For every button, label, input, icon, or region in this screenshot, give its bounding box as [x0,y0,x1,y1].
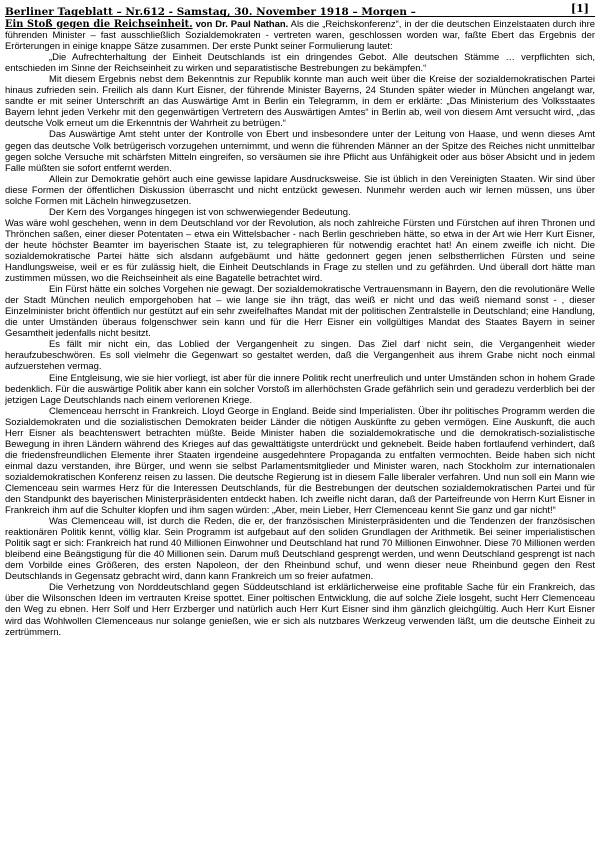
paragraph: Was wäre wohl geschehen, wenn in dem Deutschland vor der Revolution, als noch zahlreiche Fürsten und Fürstchen auf ihren Thronen und Thrönchen saßen, einer dieser Potentaten – etwa ein Wittelsbacher - nach Berlin geschrieben hätte, so etwa in der Art wie Herr Kurt Eisner, der heute höchster Beamter im bayerischen Staate ist, zu telegraphieren für notwendig erachtet hat! An einem zweifle ich nicht. Die sozialdemokratische Partei hätte sich alsdann aufgebäumt und hätte gedonnert gegen jenen selbstherrlichen Fürsten und seine Handlungsweise, weil er es für zulässig hielt, die Einheit Deutschlands in Frage zu stellen und zu gefährden. Und überall dort hätte man zustimmen müssen, wo die Reichseinheit als eine Bagatelle betrachtet wird. [5,217,595,285]
paragraph: Es fällt mir nicht ein, das Loblied der Vergangenheit zu singen. Das Ziel darf nicht sein, die Vergangenheit wieder heraufzubeschwören. Es soll vielmehr die Gegenwart so gestaltet werden, daß die Vergangenheit aus ihrem Grabe nicht noch einmal aufzuerstehen vermag. [5,339,595,373]
paragraph: Die Verhetzung von Norddeutschland gegen Süddeutschland ist erklärlicherweise eine profitable Sache für ein Frankreich, das über die Wilsonschen Ideen im vertrauten Kreise spottet. Einer poltischen Entwicklung, die auf solche Ziele losgeht, sucht Herr Clemenceau den Weg zu ebnen. Herr Solf und Herr Erzberger und natürlich auch Herr Kurt Eisner sind ihm gänzlich gleichgültig. Auch Herr Kurt Eisner wird das Wohlwollen Clemenceaus nur solange genießen, wie er sich als nutzbares Werkzeug verwenden läßt, um die deutsche Einheit zu zertrümmern. [5,582,595,638]
page-number: [1] [570,2,589,15]
paragraph: Das Auswärtige Amt steht unter der Kontrolle von Ebert und insbesondere unter der Leitung von Haase, und wenn dieses Amt gegen das deutsche Volk betrügerisch vorzugehen unternimmt, und wenn die führenden Männer an der Spitze des Reiches nicht unmittelbar gegen solche Versuche mit schärfsten Mitteln eingreifen, so versäumen sie ihre Pflicht aus Unfähigkeit oder aus böser Absicht und in jedem Falle müßten sie sofort entfernt werden. [5,129,595,174]
paragraph: Eine Entgleisung, wie sie hier vorliegt, ist aber für die innere Politik recht unerfreulich und unter Umständen schon in hohem Grade bedenklich. Für die auswärtige Politik aber kann ein solcher Vorstoß im allerhöchsten Grade gefährlich sein und geradezu verderblich bei der jetzigen Lage Deutschlands nach einem verlorenen Kriege. [5,372,595,406]
article-body [5,19,595,638]
newspaper-page [5,2,595,844]
article-headline: Ein Stoß gegen die Reichseinheit. [5,19,193,30]
masthead-title: Berliner Tageblatt – Nr.612 - Samstag, 30. November 1918 – Morgen – [5,6,416,18]
lead-text: Als die „Reichskonferenz“, in der die deutschen Einzelstaaten durch ihre führenden Minister – fast ausschließlich Sozialdemokraten - vertreten waren, geschlossen worden war, faßte Ebert das Ergebnis der Erörterungen in einige knappe Sätze zusammen. Der erste Punkt seiner Formulierung lautet: [5,19,595,53]
lead-paragraph [5,19,595,52]
paragraph: Der Kern des Vorganges hingegen ist von schwerwiegender Bedeutung. [49,206,351,218]
paragraph: Mit diesem Ergebnis nebst dem Bekenntnis zur Republik konnte man auch weit über die Kreise der sozialdemokratischen Partei hinaus zufrieden sein. Freilich als dann Kurt Eisner, der führende Minister Bayerns, 24 Stunden später wieder in München angelangt war, sandte er mit seiner Unterschrift an das Auswärtige Amt in Berlin ein Telegramm, in dem er erklärte: „Das Ministerium des Volksstaates Bayern lehnt jeden Verkehr mit den gegenwärtigen Vertretern des Auswärtigen Amtes“ in Berlin ab, weil von diesem Amt versucht wird, „das deutsche Volk erneut um die Erkenntnis der Wahrheit zu betrügen.“ [5,74,595,130]
paragraph: „Die Aufrechterhaltung der Einheit Deutschlands ist ein dringendes Gebot. Alle deutschen Stämme … verpflichten sich, entschieden im Sinne der Reichseinheit zu wirken und separatistische Bestrebungen zu bekämpfen.“ [5,52,595,75]
page-header [5,2,595,18]
paragraph: Allein zur Demokratie gehört auch eine gewisse lapidare Ausdrucksweise. Sie ist üblich in den Vereinigten Staaten. Wir sind über diese Formen der öffentlichen Diskussion überrascht und nicht entzückt gewesen. Nunmehr werden auch wir lernen müssen, uns über solche Formen mit Lächeln hinwegzusetzen. [5,173,595,207]
header-rule [5,16,595,17]
paragraph: Clemenceau herrscht in Frankreich. Lloyd George in England. Beide sind Imperialisten. Über ihr politisches Programm werden die Sozialdemokraten und die sozialistischen Demokraten beider Länder die nötigen Auskünfte zu geben vermögen. Eine Auskunft, die auch Herr Eisner als beachtenswert betrachten müßte. Beide Minister haben die sozialdemokratische und die demokratisch-sozialistische Bewegung in ihren Ländern während des Krieges auf das gewalttätigste unterdrückt und geknebelt. Beide haben fortlaufend verhindert, daß die friedensfreundlichen Elemente ihrer Staaten irgendeine ausgedehntere Propaganda zu entfalten vermochten. Beide haben sich nicht einmal dazu verstanden, ihre Bürger, und wenn sie selbst Parlamentsmitglieder und Minister waren, nach Stockholm zur internationalen sozialdemokratischen Konferenz reisen zu lassen. Die deutsche Regierung ist in diesem Falle liberaler verfahren. Und nun soll ein Mann wie Clemenceau sein warmes Herz für die Interessen Deutschlands, für die Bestrebungen der deutschen sozialdemokratischen Partei und für den Standpunkt des bayerischen Ministerpräsidenten entdeckt haben. Ich zweifle nicht daran, daß der Parteifreunde von Herrn Kurt Eisner in Frankreich ihm auf die Schulter klopfen und ihm sagen würden: „Aber, mein Lieber, Herr Clemenceau kennt Sie ganz und gar nicht!“ [5,405,595,517]
paragraph: Was Clemenceau will, ist durch die Reden, die er, der französischen Ministerpräsidenten und die Tendenzen der französischen reaktionären Politik kennt, völlig klar. Sein Programm ist aufgebaut auf den soliden Grundlagen der Arithmetik. Bei seiner imperialistischen Politik sagt er sich: Frankreich hat rund 40 Millionen Einwohner und Deutschland hat rund 70 Millionen Einwohner. Diese 70 Millionen werden bleibend eine Beängstigung für die 40 Millionen sein. Darum muß Deutschland gesprengt werden, und wenn Deutschland gesprengt ist nach dem Vorbilde eines Größeren, des ersten Napoleon, der den Rheinbund schuf, und wenn dieser neue Rheinbund gegen den Rest Deutschlands in Gegensatz gebracht wird, dann kann Frankreich um so freier aufatmen. [5,516,595,583]
article-byline: von Dr. Paul Nathan. [195,19,289,30]
paragraph: Ein Fürst hätte ein solches Vorgehen nie gewagt. Der sozialdemokratische Vertrauensmann in Bayern, den die revolutionäre Welle der Stadt München neulich emporgehoben hat – wie lange sie ihn trägt, das weiß er nicht und das weiß niemand sonst - , dieser Einzelminister bricht öffentlich nur gestützt auf ein sehr zweifelhaftes Mandat mit der politischen Zentralstelle in Deutschland; eine Handlung, die unter Umständen überaus folgenschwer sein kann und für die Herr Eisner ein vollgültiges Mandat des Staates Bayern in seiner Gesamtheit jedenfalls nicht besitzt. [5,284,595,340]
